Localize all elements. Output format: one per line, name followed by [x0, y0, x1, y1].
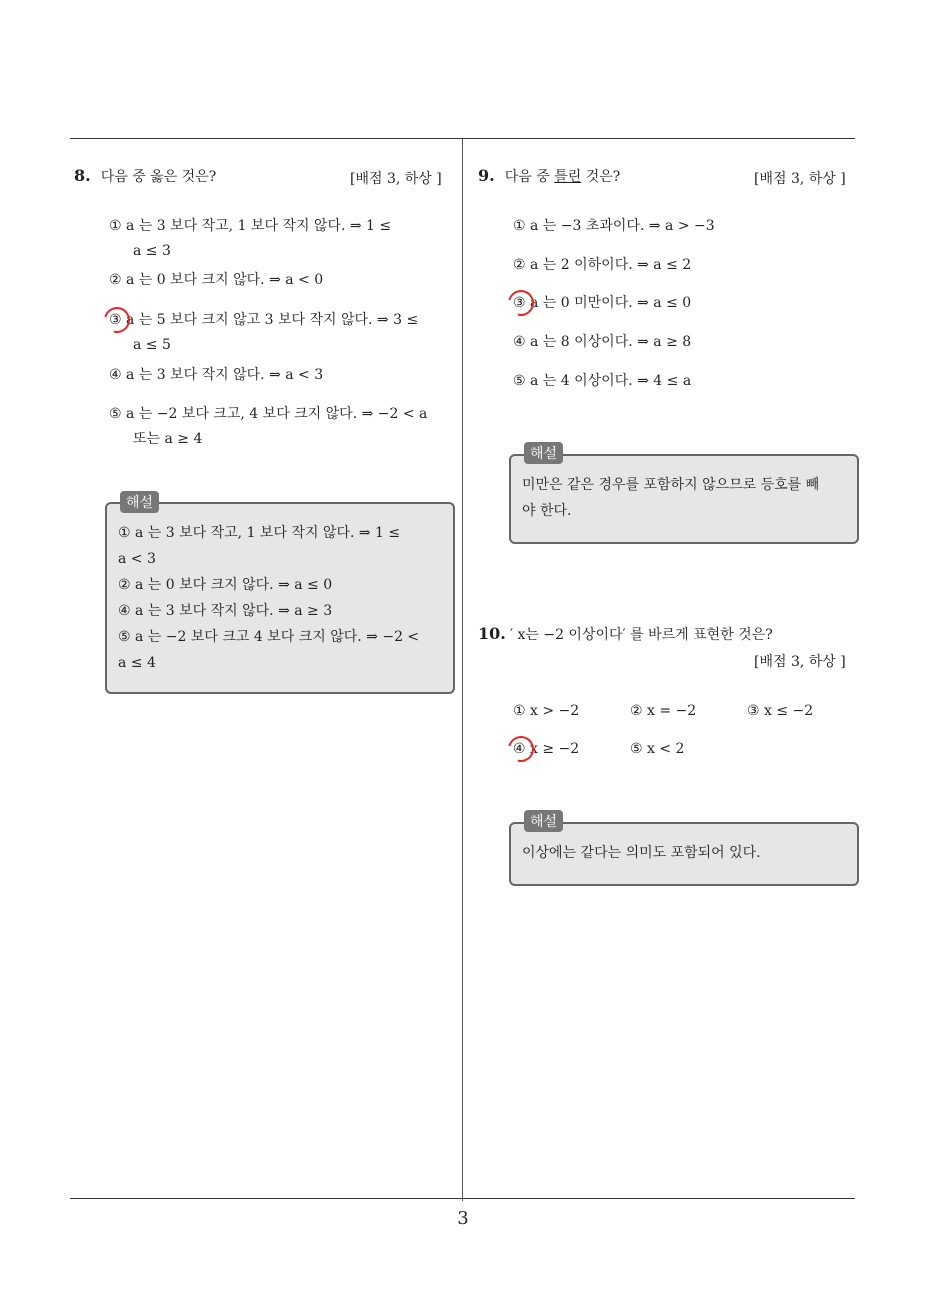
q9-score: [배점 3, 하상 ]: [754, 171, 846, 187]
q10-question: ′ x는 −2 이상이다′ 를 바르게 표현한 것은?: [509, 627, 773, 643]
q10-score: [배점 3, 하상 ]: [754, 654, 846, 670]
q8-exp-line-1: ① a 는 3 보다 작고, 1 보다 작지 않다. ⇒ 1 ≤: [118, 525, 401, 541]
q8-option-1[interactable]: [109, 214, 391, 264]
q8-exp-line-5: ⑤ a 는 −2 보다 크고 4 보다 크지 않다. ⇒ −2 <: [118, 629, 420, 645]
bottom-rule: [70, 1198, 855, 1199]
q8-option-1-line2: a ≤ 3: [133, 243, 171, 259]
q8-number: 8.: [74, 166, 91, 185]
q8-option-5-line1: ⑤ a 는 −2 보다 크고, 4 보다 크지 않다. ⇒ −2 < a: [109, 406, 428, 422]
q10-explanation-tag: 해설: [524, 810, 563, 832]
q9-option-5[interactable]: ⑤ a 는 4 이상이다. ⇒ 4 ≤ a: [513, 373, 692, 389]
q8-score: [배점 3, 하상 ]: [350, 171, 442, 187]
q8-option-5-line2: 또는 a ≥ 4: [133, 431, 203, 447]
q8-option-4-line1: ④ a 는 3 보다 작지 않다. ⇒ a < 3: [109, 367, 324, 383]
q9-option-2[interactable]: ② a 는 2 이하이다. ⇒ a ≤ 2: [513, 257, 692, 273]
q8-option-3-line2: a ≤ 5: [133, 337, 171, 353]
q9-option-1[interactable]: ① a 는 −3 초과이다. ⇒ a > −3: [513, 218, 715, 234]
q9-number: 9.: [478, 166, 495, 185]
q8-explanation-tag: 해설: [120, 491, 159, 513]
q9-option-4[interactable]: ④ a 는 8 이상이다. ⇒ a ≥ 8: [513, 334, 692, 350]
q9-header: [478, 166, 620, 186]
q8-option-2-line1: ② a 는 0 보다 크지 않다. ⇒ a < 0: [109, 272, 324, 288]
q10-option-1[interactable]: ① x > −2: [513, 703, 580, 719]
q8-exp-line-6: a ≤ 4: [118, 655, 156, 671]
q8-exp-line-3: ② a 는 0 보다 크지 않다. ⇒ a ≤ 0: [118, 577, 333, 593]
q9-question-post: 것은?: [581, 169, 621, 185]
q8-option-5[interactable]: [109, 402, 427, 452]
q9-question-underlined: 틀린: [554, 169, 582, 185]
q9-option-3[interactable]: ③ a 는 0 미만이다. ⇒ a ≤ 0: [513, 295, 692, 311]
q10-explanation-text: [522, 840, 761, 866]
q10-option-4[interactable]: ④ x ≥ −2: [513, 741, 580, 757]
q8-question: 다음 중 옳은 것은?: [100, 169, 217, 185]
q9-explanation-tag: 해설: [524, 442, 563, 464]
q10-option-5[interactable]: ⑤ x < 2: [630, 741, 685, 757]
q9-question-pre: 다음 중: [504, 169, 555, 185]
q8-option-3-line1: ③ a 는 5 보다 크지 않고 3 보다 작지 않다. ⇒ 3 ≤: [109, 312, 419, 328]
q8-option-1-line1: ① a 는 3 보다 작고, 1 보다 작지 않다. ⇒ 1 ≤: [109, 218, 392, 234]
q9-exp-line-1: 미만은 같은 경우를 포함하지 않으므로 등호를 빼: [522, 477, 820, 493]
q8-exp-line-2: a < 3: [118, 551, 156, 567]
q8-option-4[interactable]: [109, 363, 323, 388]
q8-explanation-text: [118, 520, 419, 676]
q10-option-2[interactable]: ② x = −2: [630, 703, 697, 719]
q10-exp-line-1: 이상에는 같다는 의미도 포함되어 있다.: [522, 845, 761, 861]
column-divider: [462, 139, 463, 1201]
q8-header: [74, 166, 216, 186]
q8-option-2[interactable]: [109, 268, 323, 293]
q8-option-3[interactable]: [109, 308, 418, 358]
q10-number: 10.: [478, 624, 506, 643]
q10-header: [478, 624, 773, 644]
q8-exp-line-4: ④ a 는 3 보다 작지 않다. ⇒ a ≥ 3: [118, 603, 333, 619]
q9-exp-line-2: 야 한다.: [522, 503, 572, 519]
page-number: 3: [457, 1208, 469, 1229]
q9-explanation-text: [522, 472, 819, 524]
q10-option-3[interactable]: ③ x ≤ −2: [747, 703, 814, 719]
